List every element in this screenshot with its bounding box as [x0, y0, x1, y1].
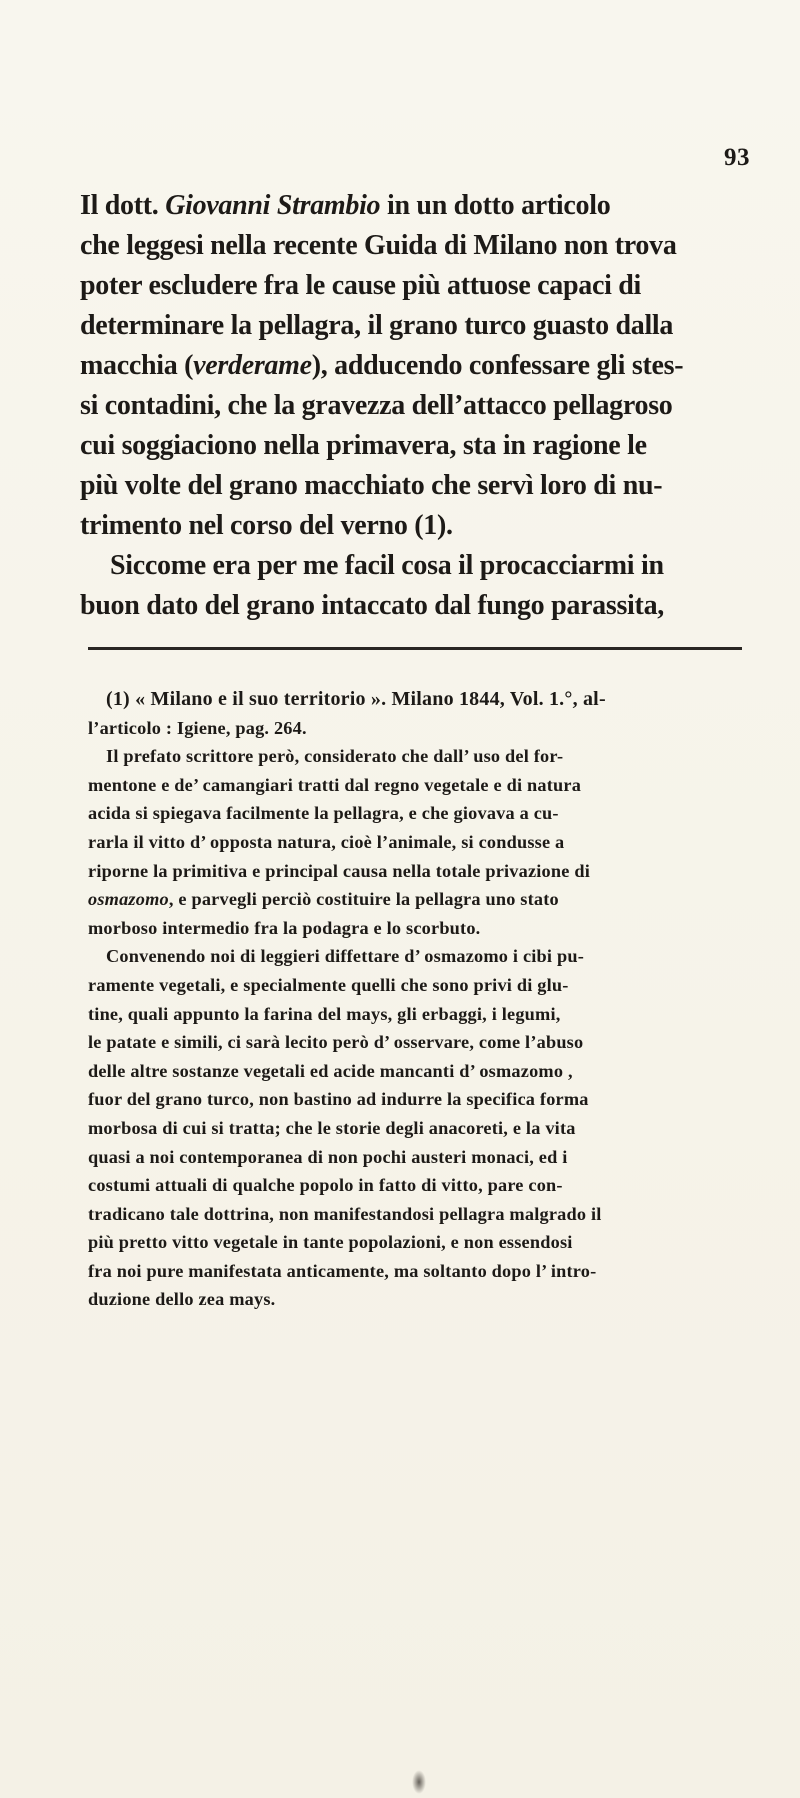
- text-line: buon dato del grano intaccato dal fungo parassita,: [80, 590, 664, 621]
- footnote-line: riporne la primitiva e principal causa nella totale privazione di: [88, 860, 590, 881]
- text-line: si contadini, che la gravezza dell’attacco pellagroso: [80, 390, 673, 421]
- footnote-line: morbosa di cui si tratta; che le storie degli anacoreti, e la vita: [88, 1117, 576, 1138]
- footnote-line: delle altre sostanze vegetali ed acide mancanti d’ osmazomo ,: [88, 1060, 573, 1081]
- footnote-line: quasi a noi contemporanea di non pochi austeri monaci, ed i: [88, 1146, 568, 1167]
- text-line: macchia (verderame), adducendo confessare gli stes-: [80, 350, 684, 381]
- footnote-line: l’articolo : Igiene, pag. 264.: [88, 717, 307, 738]
- footnote-line: fra noi pure manifestata anticamente, ma soltanto dopo l’ intro-: [88, 1260, 597, 1281]
- text-line: Siccome era per me facil cosa il procacciarmi in: [110, 550, 664, 581]
- footnote-line: costumi attuali di qualche popolo in fatto di vitto, pare con-: [88, 1175, 563, 1196]
- text-line: che leggesi nella recente Guida di Milano non trova: [80, 230, 677, 261]
- footnote-line: osmazomo, e parvegli perciò costituire la pellagra uno stato: [88, 889, 559, 910]
- footnote-line: più pretto vitto vegetale in tante popolazioni, e non essendosi: [88, 1232, 573, 1253]
- footnote-line: duzione dello zea mays.: [88, 1289, 276, 1310]
- term-verderame: verderame: [193, 350, 312, 381]
- footnote-line: rarla il vitto d’ opposta natura, cioè l’animale, si condusse a: [88, 831, 565, 852]
- footnote-line: le patate e simili, ci sarà lecito però d’ osservare, come l’abuso: [88, 1032, 584, 1053]
- footnote-line: mentone e de’ camangiari tratti dal regno vegetale e di natura: [88, 774, 582, 795]
- footnote-line: tine, quali appunto la farina del mays, gli erbaggi, i legumi,: [88, 1003, 561, 1024]
- footnote-line: Il prefato scrittore però, considerato che dall’ uso del for-: [106, 746, 564, 767]
- text-line: cui soggiaciono nella primavera, sta in ragione le: [80, 430, 647, 461]
- text-line: più volte del grano macchiato che servì loro di nu-: [80, 470, 663, 501]
- footnote-line: morboso intermedio fra la podagra e lo scorbuto.: [88, 917, 481, 938]
- main-paragraph: [80, 186, 746, 626]
- footnote-line: acida si spiegava facilmente la pellagra, e che giovava a cu-: [88, 803, 559, 824]
- footnote-line: ramente vegetali, e specialmente quelli che sono privi di glu-: [88, 974, 569, 995]
- ink-smudge: [412, 1770, 426, 1794]
- text-line: Il dott. Giovanni Strambio in un dotto articolo: [80, 190, 611, 221]
- text-line: determinare la pellagra, il grano turco guasto dalla: [80, 310, 674, 341]
- term-osmazomo: osmazomo: [88, 889, 169, 910]
- footnote-line: (1) « Milano e il suo territorio ». Milano 1844, Vol. 1.°, al-: [106, 688, 606, 710]
- footnote-divider: [88, 647, 742, 650]
- text-line: poter escludere fra le cause più attuose capaci di: [80, 270, 642, 301]
- footnote-line: tradicano tale dottrina, non manifestandosi pellagra malgrado il: [88, 1203, 602, 1224]
- text-line: trimento nel corso del verno (1).: [80, 510, 453, 541]
- footnote-line: fuor del grano turco, non bastino ad indurre la specifica forma: [88, 1089, 589, 1110]
- author-name: Giovanni Strambio: [165, 190, 381, 221]
- footnote: [88, 685, 748, 1314]
- page-number: 93: [724, 144, 750, 171]
- footnote-line: Convenendo noi di leggieri diffettare d’ osmazomo i cibi pu-: [106, 946, 584, 967]
